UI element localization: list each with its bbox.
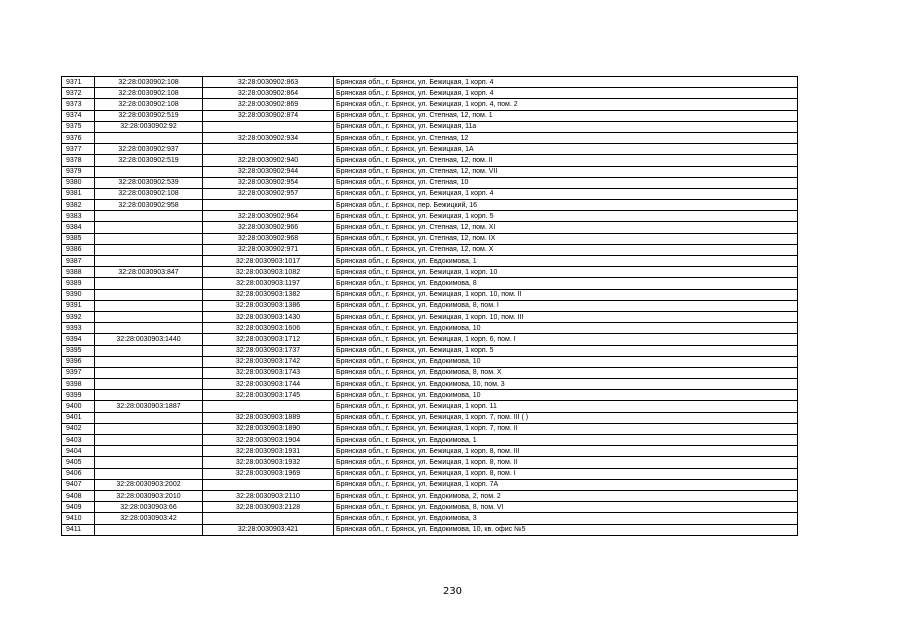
parent-cadastral-number-cell [95, 412, 203, 423]
address-cell: Брянская обл., г. Брянск, ул. Бежицкая, 1 корп. 11 [334, 401, 798, 412]
parent-cadastral-number-cell [95, 435, 203, 446]
parent-cadastral-number-cell: 32:28:0030902:108 [95, 188, 203, 199]
cadastral-number-cell: 32:28:0030903:1904 [203, 435, 334, 446]
address-cell: Брянская обл., г. Брянск, ул. Степная, 12, пом. 1 [334, 110, 798, 121]
row-number-cell: 9410 [62, 513, 95, 524]
parent-cadastral-number-cell: 32:28:0030903:847 [95, 267, 203, 278]
address-cell: Брянская обл., г. Брянск, ул. Бежицкая, 11а [334, 121, 798, 132]
parent-cadastral-number-cell [95, 423, 203, 434]
address-cell: Брянская обл., г. Брянск, ул. Бежицкая, 1 корп. 10, пом. III [334, 311, 798, 322]
parent-cadastral-number-cell [95, 166, 203, 177]
cadastral-number-cell: 32:28:0030902:954 [203, 177, 334, 188]
address-cell: Брянская обл., г. Брянск, ул. Бежицкая, 1 корп. 5 [334, 345, 798, 356]
parent-cadastral-number-cell [95, 233, 203, 244]
row-number-cell: 9394 [62, 334, 95, 345]
table-row [62, 457, 798, 468]
address-cell: Брянская обл., г. Брянск, ул. Степная, 12, пом. X [334, 244, 798, 255]
parent-cadastral-number-cell [95, 379, 203, 390]
table-row [62, 267, 798, 278]
address-cell: Брянская обл., г. Брянск, ул. Бежицкая, 1 корп. 10, пом. II [334, 289, 798, 300]
address-cell: Брянская обл., г. Брянск, ул. Бежицкая, 1 корп. 10 [334, 267, 798, 278]
table-row [62, 121, 798, 132]
cadastral-number-cell: 32:28:0030902:934 [203, 132, 334, 143]
cadastral-number-cell: 32:28:0030903:1969 [203, 468, 334, 479]
parent-cadastral-number-cell [95, 468, 203, 479]
row-number-cell: 9391 [62, 300, 95, 311]
row-number-cell: 9408 [62, 490, 95, 501]
table-row [62, 244, 798, 255]
address-cell: Брянская обл., г. Брянск, ул. Бежицкая, 1 корп. 4, пом. 2 [334, 99, 798, 110]
table-row [62, 110, 798, 121]
address-cell: Брянская обл., г. Брянск, ул. Степная, 12, пом. XI [334, 222, 798, 233]
cadastral-number-cell: 32:28:0030903:1017 [203, 256, 334, 267]
parent-cadastral-number-cell: 32:28:0030903:42 [95, 513, 203, 524]
address-cell: Брянская обл., г. Брянск, ул. Степная, 12, пом. IX [334, 233, 798, 244]
row-number-cell: 9407 [62, 479, 95, 490]
row-number-cell: 9396 [62, 356, 95, 367]
parent-cadastral-number-cell: 32:28:0030902:108 [95, 88, 203, 99]
table-row [62, 166, 798, 177]
table-row [62, 188, 798, 199]
row-number-cell: 9386 [62, 244, 95, 255]
address-cell: Брянская обл., г. Брянск, ул. Бежицкая, 1 корп. 4 [334, 88, 798, 99]
address-cell: Брянская обл., г. Брянск, ул. Степная, 12, пом. II [334, 155, 798, 166]
parent-cadastral-number-cell [95, 345, 203, 356]
cadastral-number-cell [203, 401, 334, 412]
parent-cadastral-number-cell: 32:28:0030902:519 [95, 110, 203, 121]
row-number-cell: 9375 [62, 121, 95, 132]
parent-cadastral-number-cell [95, 222, 203, 233]
parent-cadastral-number-cell [95, 390, 203, 401]
table-row [62, 300, 798, 311]
row-number-cell: 9385 [62, 233, 95, 244]
address-cell: Брянская обл., г. Брянск, ул. Степная, 12 [334, 132, 798, 143]
row-number-cell: 9388 [62, 267, 95, 278]
address-cell: Брянская обл., г. Брянск, ул. Евдокимова, 3 [334, 513, 798, 524]
address-cell: Брянская обл., г. Брянск, ул. Евдокимова, 8, пом. X [334, 367, 798, 378]
table-row [62, 490, 798, 501]
row-number-cell: 9378 [62, 155, 95, 166]
row-number-cell: 9398 [62, 379, 95, 390]
address-cell: Брянская обл., г. Брянск, ул. Бежицкая, 1 корп. 8, пом. II [334, 457, 798, 468]
table-row [62, 390, 798, 401]
address-cell: Брянская обл., г. Брянск, ул. Степная, 10 [334, 177, 798, 188]
cadastral-number-cell: 32:28:0030903:1743 [203, 367, 334, 378]
table-row [62, 256, 798, 267]
address-cell: Брянская обл., г. Брянск, ул. Бежицкая, 1 корп. 7, пом. II [334, 423, 798, 434]
cadastral-number-cell: 32:28:0030903:1744 [203, 379, 334, 390]
cadastral-number-cell: 32:28:0030903:1889 [203, 412, 334, 423]
parent-cadastral-number-cell: 32:28:0030903:1440 [95, 334, 203, 345]
table-row [62, 323, 798, 334]
row-number-cell: 9399 [62, 390, 95, 401]
table-row [62, 446, 798, 457]
cadastral-number-cell: 32:28:0030903:421 [203, 524, 334, 535]
table-row [62, 211, 798, 222]
address-cell: Брянская обл., г. Брянск, ул. Евдокимова, 8 [334, 278, 798, 289]
table-row [62, 367, 798, 378]
parent-cadastral-number-cell: 32:28:0030903:2010 [95, 490, 203, 501]
cadastral-number-cell: 32:28:0030902:944 [203, 166, 334, 177]
parent-cadastral-number-cell [95, 244, 203, 255]
row-number-cell: 9393 [62, 323, 95, 334]
row-number-cell: 9406 [62, 468, 95, 479]
cadastral-number-cell: 32:28:0030903:1386 [203, 300, 334, 311]
address-cell: Брянская обл., г. Брянск, ул. Евдокимова, 10, пом. 3 [334, 379, 798, 390]
parent-cadastral-number-cell: 32:28:0030902:937 [95, 144, 203, 155]
parent-cadastral-number-cell: 32:28:0030902:92 [95, 121, 203, 132]
parent-cadastral-number-cell [95, 132, 203, 143]
row-number-cell: 9401 [62, 412, 95, 423]
address-cell: Брянская обл., г. Брянск, ул. Евдокимова, 2, пом. 2 [334, 490, 798, 501]
row-number-cell: 9371 [62, 77, 95, 88]
row-number-cell: 9405 [62, 457, 95, 468]
parent-cadastral-number-cell [95, 446, 203, 457]
table-row [62, 289, 798, 300]
parent-cadastral-number-cell: 32:28:0030902:539 [95, 177, 203, 188]
parent-cadastral-number-cell [95, 278, 203, 289]
address-cell: Брянская обл., г. Брянск, пер. Бежицкий, 16 [334, 200, 798, 211]
cadastral-number-cell: 32:28:0030903:1082 [203, 267, 334, 278]
table-row [62, 345, 798, 356]
parent-cadastral-number-cell [95, 323, 203, 334]
cadastral-number-cell: 32:28:0030902:957 [203, 188, 334, 199]
cadastral-table [61, 76, 798, 536]
table-row [62, 200, 798, 211]
cadastral-number-cell: 32:28:0030903:1712 [203, 334, 334, 345]
row-number-cell: 9403 [62, 435, 95, 446]
row-number-cell: 9384 [62, 222, 95, 233]
address-cell: Брянская обл., г. Брянск, ул. Евдокимова, 10 [334, 323, 798, 334]
table-row [62, 502, 798, 513]
cadastral-number-cell: 32:28:0030902:863 [203, 77, 334, 88]
parent-cadastral-number-cell [95, 457, 203, 468]
parent-cadastral-number-cell: 32:28:0030902:958 [95, 200, 203, 211]
parent-cadastral-number-cell [95, 289, 203, 300]
table-row [62, 177, 798, 188]
address-cell: Брянская обл., г. Брянск, ул. Бежицкая, 1 корп. 4 [334, 77, 798, 88]
table-row [62, 435, 798, 446]
cadastral-number-cell [203, 513, 334, 524]
cadastral-number-cell: 32:28:0030902:966 [203, 222, 334, 233]
parent-cadastral-number-cell [95, 524, 203, 535]
address-cell: Брянская обл., г. Брянск, ул. Бежицкая, 1 корп. 7А [334, 479, 798, 490]
parent-cadastral-number-cell: 32:28:0030903:66 [95, 502, 203, 513]
row-number-cell: 9397 [62, 367, 95, 378]
row-number-cell: 9379 [62, 166, 95, 177]
cadastral-number-cell: 32:28:0030903:1890 [203, 423, 334, 434]
row-number-cell: 9400 [62, 401, 95, 412]
cadastral-number-cell: 32:28:0030903:1382 [203, 289, 334, 300]
table-row [62, 356, 798, 367]
address-cell: Брянская обл., г. Брянск, ул. Бежицкая, 1 корп. 4 [334, 188, 798, 199]
address-cell: Брянская обл., г. Брянск, ул. Евдокимова, 10, кв. офис №5 [334, 524, 798, 535]
table-row [62, 99, 798, 110]
row-number-cell: 9376 [62, 132, 95, 143]
table-row [62, 401, 798, 412]
row-number-cell: 9392 [62, 311, 95, 322]
parent-cadastral-number-cell [95, 311, 203, 322]
table-row [62, 412, 798, 423]
address-cell: Брянская обл., г. Брянск, ул. Бежицкая, 1 корп. 7, пом. III ( ) [334, 412, 798, 423]
address-cell: Брянская обл., г. Брянск, ул. Евдокимова, 8, пом. I [334, 300, 798, 311]
parent-cadastral-number-cell: 32:28:0030902:519 [95, 155, 203, 166]
row-number-cell: 9387 [62, 256, 95, 267]
cadastral-number-cell [203, 200, 334, 211]
parent-cadastral-number-cell: 32:28:0030903:1887 [95, 401, 203, 412]
row-number-cell: 9372 [62, 88, 95, 99]
table-row [62, 479, 798, 490]
cadastral-number-cell: 32:28:0030902:940 [203, 155, 334, 166]
row-number-cell: 9374 [62, 110, 95, 121]
table-row [62, 155, 798, 166]
parent-cadastral-number-cell: 32:28:0030902:108 [95, 99, 203, 110]
address-cell: Брянская обл., г. Брянск, ул. Степная, 12, пом. VII [334, 166, 798, 177]
address-cell: Брянская обл., г. Брянск, ул. Евдокимова, 10 [334, 390, 798, 401]
cadastral-number-cell: 32:28:0030903:2110 [203, 490, 334, 501]
parent-cadastral-number-cell: 32:28:0030902:108 [95, 77, 203, 88]
table-row [62, 278, 798, 289]
cadastral-number-cell: 32:28:0030903:1430 [203, 311, 334, 322]
row-number-cell: 9373 [62, 99, 95, 110]
parent-cadastral-number-cell: 32:28:0030903:2002 [95, 479, 203, 490]
row-number-cell: 9404 [62, 446, 95, 457]
table-row [62, 334, 798, 345]
table-row [62, 132, 798, 143]
address-cell: Брянская обл., г. Брянск, ул. Бежицкая, 1 корп. 8, пом. I [334, 468, 798, 479]
row-number-cell: 9380 [62, 177, 95, 188]
parent-cadastral-number-cell [95, 356, 203, 367]
row-number-cell: 9383 [62, 211, 95, 222]
address-cell: Брянская обл., г. Брянск, ул. Евдокимова, 10 [334, 356, 798, 367]
table-row [62, 468, 798, 479]
table-row [62, 379, 798, 390]
row-number-cell: 9382 [62, 200, 95, 211]
cadastral-number-cell [203, 144, 334, 155]
row-number-cell: 9411 [62, 524, 95, 535]
cadastral-number-cell: 32:28:0030902:968 [203, 233, 334, 244]
row-number-cell: 9402 [62, 423, 95, 434]
cadastral-number-cell [203, 121, 334, 132]
row-number-cell: 9409 [62, 502, 95, 513]
cadastral-number-cell: 32:28:0030902:874 [203, 110, 334, 121]
address-cell: Брянская обл., г. Брянск, ул. Бежицкая, 1А [334, 144, 798, 155]
cadastral-table-body [62, 77, 798, 536]
parent-cadastral-number-cell [95, 300, 203, 311]
cadastral-number-cell: 32:28:0030903:1931 [203, 446, 334, 457]
cadastral-number-cell: 32:28:0030903:1745 [203, 390, 334, 401]
cadastral-number-cell: 32:28:0030903:1932 [203, 457, 334, 468]
address-cell: Брянская обл., г. Брянск, ул. Бежицкая, 1 корп. 8, пом. III [334, 446, 798, 457]
cadastral-number-cell: 32:28:0030902:964 [203, 211, 334, 222]
parent-cadastral-number-cell [95, 256, 203, 267]
cadastral-number-cell: 32:28:0030903:2128 [203, 502, 334, 513]
cadastral-number-cell: 32:28:0030903:1606 [203, 323, 334, 334]
row-number-cell: 9381 [62, 188, 95, 199]
table-row [62, 311, 798, 322]
row-number-cell: 9389 [62, 278, 95, 289]
address-cell: Брянская обл., г. Брянск, ул. Евдокимова, 1 [334, 256, 798, 267]
cadastral-number-cell: 32:28:0030903:1737 [203, 345, 334, 356]
page-number: 230 [442, 586, 463, 597]
address-cell: Брянская обл., г. Брянск, ул. Бежицкая, 1 корп. 6, пом. I [334, 334, 798, 345]
cadastral-number-cell: 32:28:0030902:864 [203, 88, 334, 99]
cadastral-number-cell: 32:28:0030902:971 [203, 244, 334, 255]
address-cell: Брянская обл., г. Брянск, ул. Евдокимова, 1 [334, 435, 798, 446]
table-row [62, 233, 798, 244]
table-row [62, 144, 798, 155]
table-row [62, 88, 798, 99]
parent-cadastral-number-cell [95, 211, 203, 222]
parent-cadastral-number-cell [95, 367, 203, 378]
address-cell: Брянская обл., г. Брянск, ул. Евдокимова, 8, пом. VI [334, 502, 798, 513]
row-number-cell: 9390 [62, 289, 95, 300]
row-number-cell: 9395 [62, 345, 95, 356]
table-row [62, 513, 798, 524]
cadastral-number-cell: 32:28:0030902:869 [203, 99, 334, 110]
table-row [62, 222, 798, 233]
table-row [62, 77, 798, 88]
table-row [62, 524, 798, 535]
cadastral-number-cell: 32:28:0030903:1197 [203, 278, 334, 289]
address-cell: Брянская обл., г. Брянск, ул. Бежицкая, 1 корп. 5 [334, 211, 798, 222]
table-row [62, 423, 798, 434]
cadastral-number-cell: 32:28:0030903:1742 [203, 356, 334, 367]
cadastral-number-cell [203, 479, 334, 490]
row-number-cell: 9377 [62, 144, 95, 155]
